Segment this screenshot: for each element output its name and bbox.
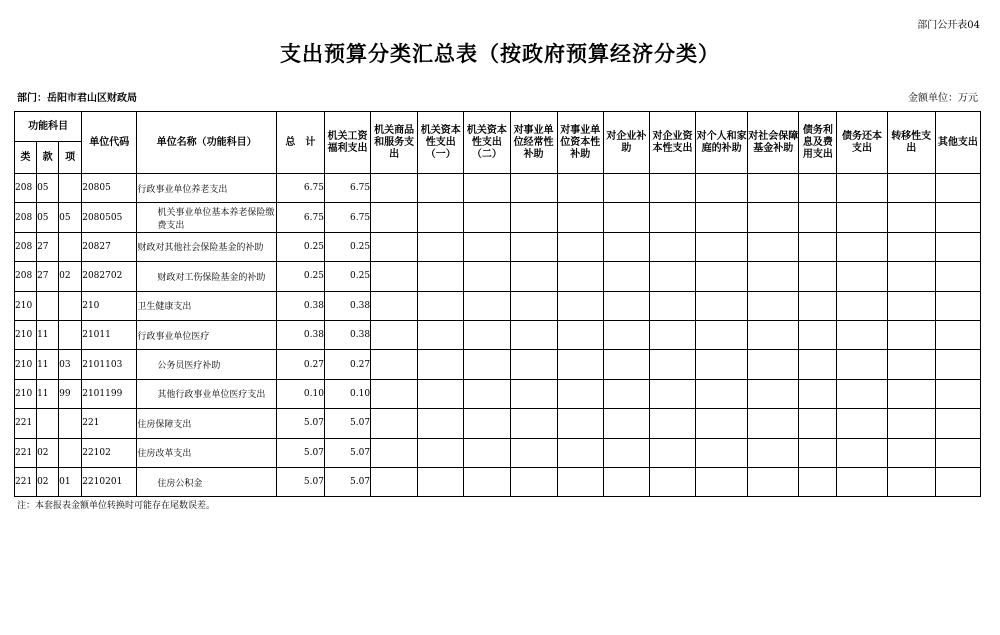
empty-cell <box>510 379 557 408</box>
empty-cell <box>371 438 418 467</box>
empty-cell <box>371 262 418 291</box>
total-cell: 5.07 <box>276 467 324 496</box>
xiang-cell: 99 <box>59 379 82 408</box>
empty-cell <box>557 320 603 349</box>
empty-cell <box>799 232 837 261</box>
empty-cell <box>557 350 603 379</box>
unit-name-cell: 住房保障支出 <box>137 409 276 438</box>
empty-cell <box>799 379 837 408</box>
wage-cell: 6.75 <box>324 174 370 203</box>
kuan-cell: 02 <box>37 438 59 467</box>
empty-cell <box>418 438 464 467</box>
empty-cell <box>935 262 980 291</box>
empty-cell <box>510 409 557 438</box>
empty-cell <box>557 174 603 203</box>
unit-name-cell: 行政事业单位养老支出 <box>137 174 276 203</box>
empty-cell <box>464 320 510 349</box>
empty-cell <box>748 203 799 232</box>
empty-cell <box>510 320 557 349</box>
unit-code-cell: 20805 <box>82 174 137 203</box>
col-header: 其他支出 <box>935 112 980 174</box>
amount-unit-label: 金额单位：万元 <box>908 93 978 104</box>
table-row <box>15 291 981 320</box>
budget-table <box>14 111 981 497</box>
empty-cell <box>371 203 418 232</box>
total-cell: 0.27 <box>276 350 324 379</box>
empty-cell <box>748 320 799 349</box>
empty-cell <box>837 262 887 291</box>
col-header: 对个人和家庭的补助 <box>696 112 748 174</box>
empty-cell <box>649 379 695 408</box>
col-header: 对社会保障基金补助 <box>748 112 799 174</box>
empty-cell <box>799 409 837 438</box>
empty-cell <box>510 174 557 203</box>
empty-cell <box>418 320 464 349</box>
wage-cell: 5.07 <box>324 467 370 496</box>
empty-cell <box>557 379 603 408</box>
empty-cell <box>887 379 935 408</box>
empty-cell <box>837 174 887 203</box>
empty-cell <box>371 320 418 349</box>
empty-cell <box>935 379 980 408</box>
empty-cell <box>748 350 799 379</box>
unit-name-cell: 其他行政事业单位医疗支出 <box>137 379 276 408</box>
col-header: 转移性支出 <box>887 112 935 174</box>
empty-cell <box>935 350 980 379</box>
xiang-cell <box>59 409 82 438</box>
empty-cell <box>371 174 418 203</box>
table-row <box>15 262 981 291</box>
empty-cell <box>464 409 510 438</box>
empty-cell <box>371 350 418 379</box>
empty-cell <box>649 438 695 467</box>
empty-cell <box>418 291 464 320</box>
unit-code-cell: 2082702 <box>82 262 137 291</box>
empty-cell <box>557 409 603 438</box>
xiang-cell <box>59 291 82 320</box>
empty-cell <box>557 291 603 320</box>
total-cell: 0.38 <box>276 291 324 320</box>
empty-cell <box>887 291 935 320</box>
empty-cell <box>887 203 935 232</box>
empty-cell <box>371 232 418 261</box>
department-label: 部门：岳阳市君山区财政局 <box>17 93 137 104</box>
empty-cell <box>837 409 887 438</box>
empty-cell <box>696 262 748 291</box>
table-row <box>15 467 981 496</box>
empty-cell <box>696 467 748 496</box>
table-row <box>15 379 981 408</box>
empty-cell <box>603 174 649 203</box>
empty-cell <box>837 350 887 379</box>
empty-cell <box>371 379 418 408</box>
unit-name-cell: 财政对工伤保险基金的补助 <box>137 262 276 291</box>
table-row <box>15 350 981 379</box>
unit-code-cell: 2101199 <box>82 379 137 408</box>
empty-cell <box>510 203 557 232</box>
lei-cell: 221 <box>15 467 37 496</box>
empty-cell <box>371 467 418 496</box>
total-cell: 6.75 <box>276 203 324 232</box>
col-header: 机关资本性支出（二） <box>464 112 510 174</box>
table-row <box>15 203 981 232</box>
empty-cell <box>887 438 935 467</box>
table-row <box>15 232 981 261</box>
empty-cell <box>696 174 748 203</box>
empty-cell <box>837 291 887 320</box>
empty-cell <box>603 379 649 408</box>
wage-cell: 0.25 <box>324 232 370 261</box>
xiang-cell: 02 <box>59 262 82 291</box>
empty-cell <box>935 203 980 232</box>
xiang-cell: 01 <box>59 467 82 496</box>
xiang-cell: 03 <box>59 350 82 379</box>
form-code: 部门公开表04 <box>917 20 980 31</box>
empty-cell <box>603 232 649 261</box>
empty-cell <box>371 409 418 438</box>
col-header: 对企业补助 <box>603 112 649 174</box>
empty-cell <box>557 467 603 496</box>
empty-cell <box>557 262 603 291</box>
empty-cell <box>371 291 418 320</box>
kuan-cell: 11 <box>37 320 59 349</box>
empty-cell <box>748 262 799 291</box>
unit-code-cell: 21011 <box>82 320 137 349</box>
empty-cell <box>696 350 748 379</box>
unit-name-cell: 住房公积金 <box>137 467 276 496</box>
func-subject-header: 功能科目 <box>15 112 82 142</box>
empty-cell <box>799 467 837 496</box>
xiang-cell: 05 <box>59 203 82 232</box>
empty-cell <box>887 262 935 291</box>
empty-cell <box>837 203 887 232</box>
empty-cell <box>649 291 695 320</box>
header-row-1 <box>15 112 981 142</box>
table-row <box>15 438 981 467</box>
empty-cell <box>603 350 649 379</box>
empty-cell <box>464 262 510 291</box>
col-header: 对事业单位经常性补助 <box>510 112 557 174</box>
empty-cell <box>418 203 464 232</box>
empty-cell <box>418 467 464 496</box>
empty-cell <box>887 232 935 261</box>
empty-cell <box>887 467 935 496</box>
unit-code-cell: 210 <box>82 291 137 320</box>
xiang-cell <box>59 320 82 349</box>
total-cell: 0.10 <box>276 379 324 408</box>
empty-cell <box>464 174 510 203</box>
empty-cell <box>464 350 510 379</box>
empty-cell <box>464 438 510 467</box>
empty-cell <box>464 232 510 261</box>
xiang-cell <box>59 174 82 203</box>
empty-cell <box>557 203 603 232</box>
lei-cell: 210 <box>15 291 37 320</box>
empty-cell <box>510 467 557 496</box>
unit-name-header: 单位名称（功能科目） <box>137 112 276 174</box>
empty-cell <box>696 291 748 320</box>
total-cell: 0.38 <box>276 320 324 349</box>
kuan-cell: 02 <box>37 467 59 496</box>
empty-cell <box>748 467 799 496</box>
empty-cell <box>935 232 980 261</box>
total-cell: 5.07 <box>276 438 324 467</box>
table-row <box>15 174 981 203</box>
empty-cell <box>510 232 557 261</box>
empty-cell <box>649 174 695 203</box>
col-header: 机关商品和服务支出 <box>371 112 418 174</box>
empty-cell <box>418 232 464 261</box>
unit-name-cell: 财政对其他社会保险基金的补助 <box>137 232 276 261</box>
empty-cell <box>603 409 649 438</box>
col-header: 机关工资福利支出 <box>324 112 370 174</box>
wage-cell: 0.38 <box>324 291 370 320</box>
empty-cell <box>649 467 695 496</box>
unit-code-cell: 20827 <box>82 232 137 261</box>
wage-cell: 0.10 <box>324 379 370 408</box>
col-header: 机关资本性支出（一） <box>418 112 464 174</box>
empty-cell <box>603 291 649 320</box>
unit-code-cell: 2080505 <box>82 203 137 232</box>
empty-cell <box>696 232 748 261</box>
table-row <box>15 320 981 349</box>
unit-code-cell: 22102 <box>82 438 137 467</box>
empty-cell <box>748 379 799 408</box>
empty-cell <box>799 350 837 379</box>
total-header: 总 计 <box>276 112 324 174</box>
empty-cell <box>510 350 557 379</box>
wage-cell: 5.07 <box>324 438 370 467</box>
unit-code-cell: 2101103 <box>82 350 137 379</box>
kuan-cell: 11 <box>37 350 59 379</box>
empty-cell <box>799 174 837 203</box>
unit-code-header: 单位代码 <box>82 112 137 174</box>
wage-cell: 5.07 <box>324 409 370 438</box>
empty-cell <box>418 409 464 438</box>
wage-cell: 0.25 <box>324 262 370 291</box>
empty-cell <box>837 379 887 408</box>
empty-cell <box>603 467 649 496</box>
kuan-cell: 27 <box>37 262 59 291</box>
empty-cell <box>696 320 748 349</box>
kuan-cell <box>37 409 59 438</box>
empty-cell <box>603 203 649 232</box>
wage-cell: 0.38 <box>324 320 370 349</box>
empty-cell <box>696 203 748 232</box>
empty-cell <box>510 291 557 320</box>
unit-name-cell: 公务员医疗补助 <box>137 350 276 379</box>
empty-cell <box>649 350 695 379</box>
empty-cell <box>603 262 649 291</box>
empty-cell <box>887 350 935 379</box>
lei-cell: 221 <box>15 409 37 438</box>
wage-cell: 6.75 <box>324 203 370 232</box>
empty-cell <box>887 174 935 203</box>
empty-cell <box>649 262 695 291</box>
empty-cell <box>464 467 510 496</box>
empty-cell <box>799 203 837 232</box>
total-cell: 5.07 <box>276 409 324 438</box>
empty-cell <box>837 320 887 349</box>
page-title: 支出预算分类汇总表（按政府预算经济分类） <box>280 41 720 66</box>
wage-cell: 0.27 <box>324 350 370 379</box>
total-cell: 0.25 <box>276 262 324 291</box>
kuan-cell: 11 <box>37 379 59 408</box>
lei-cell: 208 <box>15 262 37 291</box>
kuan-cell <box>37 291 59 320</box>
kuan-cell: 27 <box>37 232 59 261</box>
empty-cell <box>837 467 887 496</box>
empty-cell <box>603 320 649 349</box>
empty-cell <box>696 438 748 467</box>
empty-cell <box>887 409 935 438</box>
empty-cell <box>510 438 557 467</box>
empty-cell <box>935 174 980 203</box>
unit-name-cell: 卫生健康支出 <box>137 291 276 320</box>
total-cell: 6.75 <box>276 174 324 203</box>
empty-cell <box>418 174 464 203</box>
col-header: 对企业资本性支出 <box>649 112 695 174</box>
lei-cell: 210 <box>15 320 37 349</box>
total-cell: 0.25 <box>276 232 324 261</box>
empty-cell <box>696 409 748 438</box>
empty-cell <box>748 409 799 438</box>
empty-cell <box>837 232 887 261</box>
unit-name-cell: 行政事业单位医疗 <box>137 320 276 349</box>
empty-cell <box>649 232 695 261</box>
empty-cell <box>935 320 980 349</box>
empty-cell <box>557 232 603 261</box>
empty-cell <box>418 262 464 291</box>
empty-cell <box>649 409 695 438</box>
lei-cell: 210 <box>15 379 37 408</box>
lei-header: 类 <box>15 142 37 174</box>
footnote: 注：本套报表金额单位转换时可能存在尾数误差。 <box>17 501 216 511</box>
empty-cell <box>748 438 799 467</box>
lei-cell: 210 <box>15 350 37 379</box>
kuan-header: 款 <box>37 142 59 174</box>
empty-cell <box>935 409 980 438</box>
empty-cell <box>649 203 695 232</box>
empty-cell <box>418 379 464 408</box>
empty-cell <box>935 438 980 467</box>
table-row <box>15 409 981 438</box>
empty-cell <box>603 438 649 467</box>
empty-cell <box>799 291 837 320</box>
unit-code-cell: 2210201 <box>82 467 137 496</box>
unit-name-cell: 机关事业单位基本养老保险缴费支出 <box>137 203 276 232</box>
empty-cell <box>748 232 799 261</box>
empty-cell <box>837 438 887 467</box>
empty-cell <box>887 320 935 349</box>
empty-cell <box>799 438 837 467</box>
unit-code-cell: 221 <box>82 409 137 438</box>
lei-cell: 208 <box>15 174 37 203</box>
lei-cell: 208 <box>15 203 37 232</box>
xiang-header: 项 <box>59 142 82 174</box>
kuan-cell: 05 <box>37 174 59 203</box>
empty-cell <box>935 291 980 320</box>
xiang-cell <box>59 438 82 467</box>
empty-cell <box>464 203 510 232</box>
unit-name-cell: 住房改革支出 <box>137 438 276 467</box>
empty-cell <box>799 262 837 291</box>
col-header: 债务利息及费用支出 <box>799 112 837 174</box>
empty-cell <box>935 467 980 496</box>
empty-cell <box>649 320 695 349</box>
empty-cell <box>510 262 557 291</box>
col-header: 债务还本支出 <box>837 112 887 174</box>
col-header: 对事业单位资本性补助 <box>557 112 603 174</box>
empty-cell <box>748 174 799 203</box>
empty-cell <box>696 379 748 408</box>
empty-cell <box>799 320 837 349</box>
empty-cell <box>557 438 603 467</box>
kuan-cell: 05 <box>37 203 59 232</box>
empty-cell <box>464 291 510 320</box>
lei-cell: 221 <box>15 438 37 467</box>
empty-cell <box>418 350 464 379</box>
empty-cell <box>464 379 510 408</box>
xiang-cell <box>59 232 82 261</box>
lei-cell: 208 <box>15 232 37 261</box>
empty-cell <box>748 291 799 320</box>
